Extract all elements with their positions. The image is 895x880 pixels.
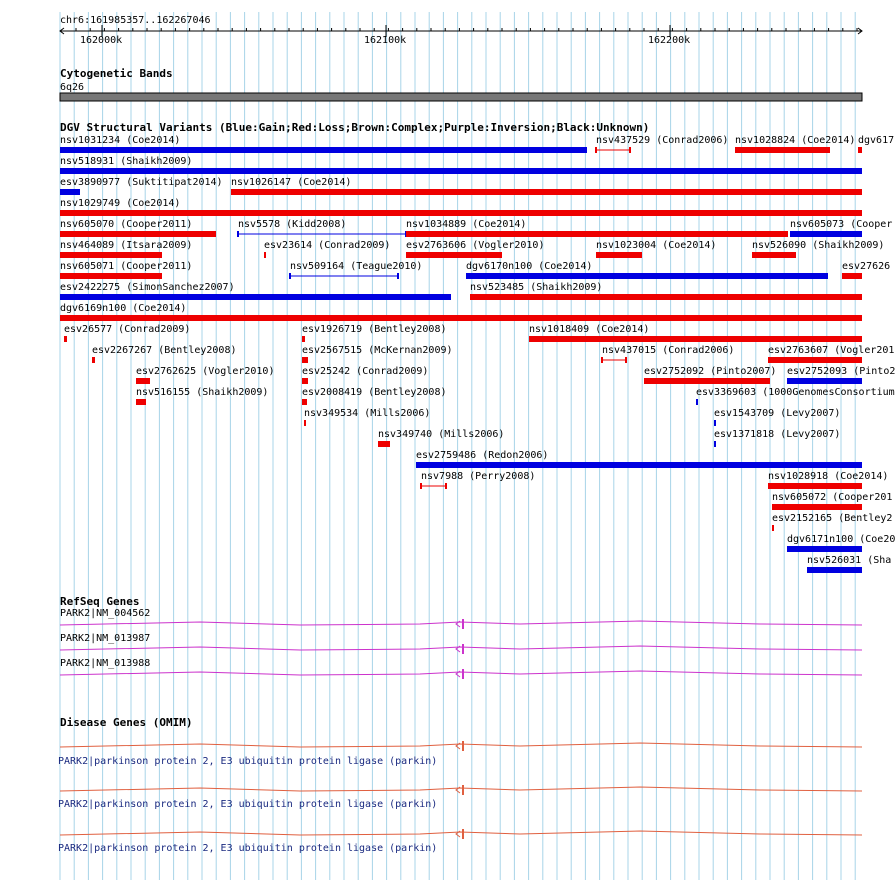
- variant-bar: [772, 504, 862, 510]
- variant-label[interactable]: esv23614 (Conrad2009): [264, 240, 391, 251]
- variant-label[interactable]: esv1543709 (Levy2007): [714, 408, 841, 419]
- variant-bar: [302, 336, 305, 342]
- variant-label[interactable]: esv26577 (Conrad2009): [64, 324, 191, 335]
- variant-label[interactable]: esv2762625 (Vogler2010): [136, 366, 275, 377]
- variant-bar: [60, 315, 862, 321]
- variant-bar: [714, 420, 716, 426]
- variant-bar: [529, 336, 862, 342]
- variant-label[interactable]: nsv1028824 (Coe2014): [735, 135, 856, 146]
- variant-label[interactable]: nsv605072 (Cooper201: [772, 492, 893, 503]
- variant-label[interactable]: esv2422275 (SimonSanchez2007): [60, 282, 235, 293]
- variant-label[interactable]: dgv6170n100 (Coe2014): [466, 261, 593, 272]
- variant-bar: [406, 231, 788, 237]
- variant-label[interactable]: nsv5578 (Kidd2008): [238, 219, 347, 230]
- variant-bar: [302, 357, 308, 363]
- variant-bar: [752, 252, 796, 258]
- variant-bar: [92, 357, 95, 363]
- variant-label[interactable]: dgv6171n100 (Coe20: [787, 534, 895, 545]
- variant-bar: [64, 336, 67, 342]
- refseq-gene-label[interactable]: PARK2|NM_013988: [60, 658, 151, 669]
- variant-bar: [60, 252, 162, 258]
- variant-bar: [807, 567, 862, 573]
- variant-label[interactable]: esv2152165 (Bentley2: [772, 513, 893, 524]
- variant-bar: [787, 546, 862, 552]
- variant-label[interactable]: nsv509164 (Teague2010): [290, 261, 423, 272]
- variant-bar: [466, 273, 828, 279]
- variant-bar: [768, 483, 862, 489]
- variant-label[interactable]: dgv6169n100 (Coe2014): [60, 303, 187, 314]
- ruler-tick-label: 162100k: [364, 35, 407, 46]
- ruler-tick-label: 162000k: [80, 35, 123, 46]
- omim-entry-label[interactable]: PARK2|parkinson protein 2, E3 ubiquitin protein ligase (parkin): [58, 799, 438, 810]
- variant-label[interactable]: esv3369603 (1000GenomesConsortium: [696, 387, 895, 398]
- variant-bar: [60, 189, 80, 195]
- variant-label[interactable]: nsv1031234 (Coe2014): [60, 135, 181, 146]
- variant-label[interactable]: nsv1026147 (Coe2014): [231, 177, 352, 188]
- variant-label[interactable]: esv2267267 (Bentley2008): [92, 345, 237, 356]
- variant-bar: [60, 147, 587, 153]
- variant-label[interactable]: nsv464089 (Itsara2009): [60, 240, 193, 251]
- variant-bar: [136, 399, 146, 405]
- omim-exon: [462, 741, 464, 751]
- variant-label[interactable]: nsv349740 (Mills2006): [378, 429, 505, 440]
- variant-label[interactable]: nsv523485 (Shaikh2009): [470, 282, 603, 293]
- variant-label[interactable]: dgv617: [858, 135, 895, 146]
- variant-bar: [378, 441, 390, 447]
- refseq-exon: [462, 669, 464, 679]
- refseq-exon: [462, 644, 464, 654]
- variant-label[interactable]: esv1371818 (Levy2007): [714, 429, 841, 440]
- ruler-tick-label: 162200k: [648, 35, 691, 46]
- variant-bar: [735, 147, 830, 153]
- variant-bar: [787, 378, 862, 384]
- cytoband-label: 6q26: [60, 82, 85, 93]
- variant-label[interactable]: nsv605073 (Cooper: [790, 219, 893, 230]
- variant-bar: [60, 273, 162, 279]
- variant-bar: [60, 168, 862, 174]
- variant-label[interactable]: nsv349534 (Mills2006): [304, 408, 431, 419]
- variant-bar: [842, 273, 862, 279]
- cytoband-6q26: [60, 93, 862, 101]
- variant-label[interactable]: esv2752092 (Pinto2007): [644, 366, 777, 377]
- variant-label[interactable]: esv2759486 (Redon2006): [416, 450, 549, 461]
- variant-label[interactable]: nsv526031 (Sha: [807, 555, 892, 566]
- omim-track-title[interactable]: Disease Genes (OMIM): [60, 716, 193, 729]
- variant-label[interactable]: nsv1034889 (Coe2014): [406, 219, 527, 230]
- region-label: chr6:161985357..162267046: [60, 15, 211, 26]
- variant-label[interactable]: esv27626: [842, 261, 891, 272]
- variant-label[interactable]: nsv1018409 (Coe2014): [529, 324, 650, 335]
- variant-label[interactable]: nsv7988 (Perry2008): [421, 471, 536, 482]
- variant-bar: [60, 210, 862, 216]
- variant-label[interactable]: nsv526090 (Shaikh2009): [752, 240, 885, 251]
- variant-label[interactable]: esv3890977 (Suktitipat2014): [60, 177, 223, 188]
- variant-bar: [406, 252, 502, 258]
- variant-label[interactable]: esv2008419 (Bentley2008): [302, 387, 447, 398]
- omim-exon: [462, 829, 464, 839]
- variant-label[interactable]: esv25242 (Conrad2009): [302, 366, 429, 377]
- variant-label[interactable]: nsv605070 (Cooper2011): [60, 219, 193, 230]
- variant-label[interactable]: nsv437529 (Conrad2006): [596, 135, 729, 146]
- variant-bar: [858, 147, 862, 153]
- variant-bar: [772, 525, 774, 531]
- variant-bar: [644, 378, 770, 384]
- variant-bar: [302, 378, 308, 384]
- variant-label[interactable]: nsv1023004 (Coe2014): [596, 240, 717, 251]
- variant-bar: [416, 462, 862, 468]
- variant-bar: [596, 252, 642, 258]
- variant-label[interactable]: nsv516155 (Shaikh2009): [136, 387, 269, 398]
- variant-label[interactable]: nsv1028918 (Coe2014): [768, 471, 889, 482]
- variant-label[interactable]: nsv518931 (Shaikh2009): [60, 156, 193, 167]
- variant-bar: [696, 399, 698, 405]
- variant-bar: [768, 357, 862, 363]
- variant-bar: [60, 231, 216, 237]
- variant-bar: [470, 294, 862, 300]
- refseq-exon: [462, 619, 464, 629]
- variant-label[interactable]: esv2763606 (Vogler2010): [406, 240, 545, 251]
- refseq-gene-label[interactable]: PARK2|NM_013987: [60, 633, 151, 644]
- variant-label[interactable]: nsv605071 (Cooper2011): [60, 261, 193, 272]
- variant-bar: [304, 420, 306, 426]
- refseq-track-title[interactable]: RefSeq Genes: [60, 595, 140, 608]
- cytogenetic-bands-title[interactable]: Cytogenetic Bands: [60, 67, 173, 80]
- variant-bar: [60, 294, 451, 300]
- variant-label[interactable]: esv2752093 (Pinto2: [787, 366, 895, 377]
- refseq-gene-label[interactable]: PARK2|NM_004562: [60, 608, 151, 619]
- variant-label[interactable]: nsv437015 (Conrad2006): [602, 345, 735, 356]
- variant-bar: [231, 189, 862, 195]
- variant-label[interactable]: esv2763607 (Vogler201: [768, 345, 895, 356]
- variant-label[interactable]: esv1926719 (Bentley2008): [302, 324, 447, 335]
- variant-bar: [790, 231, 862, 237]
- omim-entry-label[interactable]: PARK2|parkinson protein 2, E3 ubiquitin protein ligase (parkin): [58, 843, 438, 854]
- omim-entry-label[interactable]: PARK2|parkinson protein 2, E3 ubiquitin protein ligase (parkin): [58, 756, 438, 767]
- omim-exon: [462, 785, 464, 795]
- variant-bar: [264, 252, 266, 258]
- variant-bar: [714, 441, 716, 447]
- variant-bar: [136, 378, 150, 384]
- variant-bar: [302, 399, 307, 405]
- dgv-track-title[interactable]: DGV Structural Variants (Blue:Gain;Red:Loss;Brown:Complex;Purple:Inversion;Black:Unknown): [60, 121, 650, 134]
- variant-label[interactable]: nsv1029749 (Coe2014): [60, 198, 181, 209]
- variant-label[interactable]: esv2567515 (McKernan2009): [302, 345, 453, 356]
